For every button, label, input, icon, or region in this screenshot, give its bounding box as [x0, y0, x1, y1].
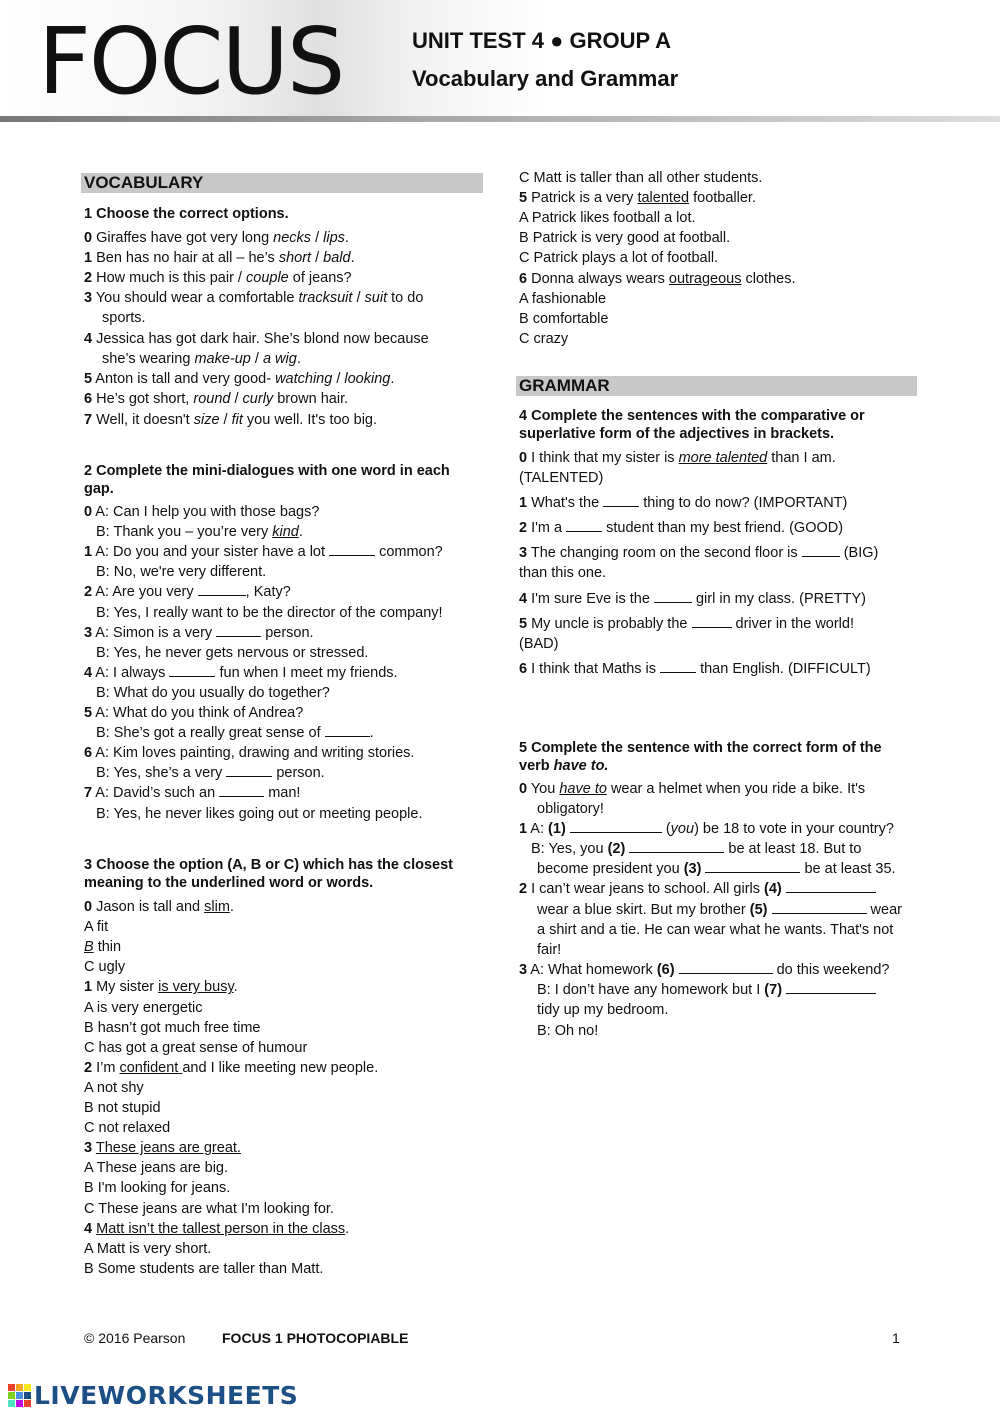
- ex2-line-5-b: B: She’s got a really great sense of .: [96, 725, 374, 742]
- ex4-item-5-cont: (BAD): [519, 636, 559, 652]
- ex5-q2-line2: wear a blue skirt. But my brother (5) wear: [537, 902, 902, 918]
- footer-copyright: © 2016 Pearson: [84, 1330, 186, 1346]
- gap-1[interactable]: [329, 543, 375, 556]
- ex3-option-4-c: C Matt is taller than all other students.: [519, 170, 763, 186]
- gap-4[interactable]: [786, 880, 876, 893]
- ex1-item-3: 3 You should wear a comfortable tracksuit / suit to do: [84, 290, 424, 306]
- ex2-line-0-a: 0 A: Can I help you with those bags?: [84, 504, 320, 520]
- gap-4[interactable]: [169, 664, 215, 677]
- page-number: 1: [892, 1330, 900, 1346]
- ex3-option-0-a: A fit: [84, 919, 109, 936]
- ex3-question-2: 2 I’m confident and I like meeting new people.: [84, 1059, 379, 1076]
- ex3-option-6-a: A fashionable: [519, 290, 607, 307]
- ex3-option-3-c: C These jeans are what I'm looking for.: [84, 1200, 334, 1217]
- ex3-question-1: 1 My sister is very busy.: [84, 979, 238, 996]
- ex1-item-4-cont: she’s wearing make-up / a wig.: [102, 351, 301, 367]
- ex5-q2-line4: fair!: [537, 942, 562, 958]
- ex5-q2-line1: 2 I can’t wear jeans to school. All girls (4): [519, 880, 876, 898]
- gap-3[interactable]: [705, 860, 800, 873]
- ex1-item-2: 2 How much is this pair / couple of jeans?: [84, 270, 352, 286]
- gap-2[interactable]: [198, 583, 246, 596]
- ex3-option-2-a: A not shy: [84, 1079, 144, 1096]
- header-rule: [0, 116, 1000, 122]
- gap-5[interactable]: [692, 615, 732, 628]
- ex4-item-5: 5 My uncle is probably the driver in the world!: [519, 616, 854, 632]
- ex2-line-0-b: B: Thank you – you’re very kind.: [96, 524, 303, 541]
- gap-6[interactable]: [679, 961, 773, 974]
- ex5-q2-line3: a shirt and a tie. He can wear what he wants. That's not: [537, 922, 894, 938]
- vocabulary-heading: VOCABULARY: [81, 173, 483, 193]
- gap-1[interactable]: [603, 494, 639, 507]
- ex2-line-6-b: B: Yes, she’s a very person.: [96, 765, 325, 782]
- ex3-option-0-b: B thin: [84, 939, 122, 956]
- ex1-item-7: 7 Well, it doesn't size / fit you well. It's too big.: [84, 412, 378, 428]
- ex3-question-0: 0 Jason is tall and slim.: [84, 899, 234, 915]
- ex2-line-6-a: 6 A: Kim loves painting, drawing and writing stories.: [84, 745, 415, 762]
- ex3-question-4: 4 Matt isn’t the tallest person in the class.: [84, 1220, 350, 1237]
- gap-5[interactable]: [325, 724, 370, 737]
- focus-logo: FOCUS: [38, 8, 344, 115]
- ex5-instruction: 5 Complete the sentence with the correct form of the: [519, 740, 882, 756]
- ex1-item-0: 0 Giraffes have got very long necks / lips.: [84, 230, 349, 246]
- ex2-line-3-a: 3 A: Simon is a very person.: [84, 624, 314, 641]
- ex4-instruction-cont: superlative form of the adjectives in brackets.: [519, 426, 835, 442]
- grammar-heading: GRAMMAR: [516, 376, 917, 396]
- page-title: UNIT TEST 4 ● GROUP A: [412, 28, 671, 53]
- ex3-question-5: 5 Patrick is a very talented footballer.: [519, 190, 756, 207]
- ex2-line-2-b: B: Yes, I really want to be the director of the company!: [96, 604, 443, 621]
- gap-1[interactable]: [570, 820, 662, 833]
- ex2-line-4-b: B: What do you usually do together?: [96, 684, 330, 701]
- liveworksheets-text: LIVEWORKSHEETS: [34, 1381, 299, 1410]
- ex5-q3-line3: tidy up my bedroom.: [537, 1002, 669, 1018]
- ex1-instruction: 1 Choose the correct options.: [84, 206, 289, 222]
- ex1-item-4: 4 Jessica has got dark hair. She’s blond now because: [84, 331, 429, 347]
- ex4-instruction: 4 Complete the sentences with the comparative or: [519, 408, 865, 424]
- ex4-item-3-cont: than this one.: [519, 565, 607, 581]
- ex5-example: 0 You have to wear a helmet when you ride a bike. It's: [519, 781, 866, 797]
- ex3-question-6: 6 Donna always wears outrageous clothes.: [519, 270, 796, 287]
- gap-7[interactable]: [786, 981, 876, 994]
- ex5-q3-line4: B: Oh no!: [537, 1023, 599, 1039]
- ex5-q1-line3: become president you (3) be at least 35.: [537, 861, 896, 877]
- ex2-line-7-a: 7 A: David’s such an man!: [84, 785, 301, 802]
- ex2-instruction: 2 Complete the mini-dialogues with one word in each: [84, 463, 450, 479]
- ex1-item-3-cont: sports.: [102, 310, 146, 326]
- ex3-option-5-a: A Patrick likes football a lot.: [519, 210, 696, 227]
- gap-3[interactable]: [216, 624, 261, 637]
- ex2-line-7-b: B: Yes, he never likes going out or meeting people.: [96, 805, 423, 822]
- ex3-option-0-c: C ugly: [84, 959, 126, 976]
- ex3-instruction-cont: meaning to the underlined word or words.: [84, 875, 374, 891]
- gap-6[interactable]: [660, 660, 696, 673]
- ex5-q1-line1: 1 A: (1) (you) be 18 to vote in your country?: [519, 821, 894, 837]
- ex4-item-4: 4 I'm sure Eve is the girl in my class. (PRETTY): [519, 591, 866, 607]
- gap-4[interactable]: [654, 590, 692, 603]
- ex2-instruction-cont: gap.: [84, 481, 114, 497]
- ex3-option-3-a: A These jeans are big.: [84, 1160, 229, 1177]
- gap-2[interactable]: [629, 840, 724, 853]
- page-subtitle: Vocabulary and Grammar: [412, 66, 679, 91]
- ex3-option-2-b: B not stupid: [84, 1100, 161, 1116]
- ex2-line-1-b: B: No, we're very different.: [96, 564, 267, 581]
- ex5-instruction-cont: verb have to.: [519, 758, 609, 774]
- ex2-line-4-a: 4 A: I always fun when I meet my friends.: [84, 664, 398, 681]
- ex4-item-3: 3 The changing room on the second floor is (BIG): [519, 545, 879, 561]
- ex4-item-1: 1 What's the thing to do now? (IMPORTANT): [519, 495, 848, 511]
- ex3-option-5-b: B Patrick is very good at football.: [519, 230, 731, 247]
- ex5-q1-line2: B: Yes, you (2) be at least 18. But to: [531, 841, 862, 857]
- ex4-item-2: 2 I'm a student than my best friend. (GOOD): [519, 520, 844, 536]
- gap-6[interactable]: [226, 764, 272, 777]
- ex4-example-cont: (TALENTED): [519, 470, 604, 486]
- ex4-item-6: 6 I think that Maths is than English. (DIFFICULT): [519, 661, 871, 677]
- ex1-item-6: 6 He’s got short, round / curly brown hair.: [84, 391, 349, 407]
- gap-7[interactable]: [219, 784, 264, 797]
- ex3-question-3: 3 These jeans are great.: [84, 1140, 241, 1157]
- ex3-option-3-b: B I'm looking for jeans.: [84, 1180, 231, 1197]
- ex2-line-3-b: B: Yes, he never gets nervous or stressed.: [96, 644, 369, 661]
- ex5-q3-line1: 3 A: What homework (6) do this weekend?: [519, 962, 890, 978]
- ex2-line-1-a: 1 A: Do you and your sister have a lot common?: [84, 544, 443, 561]
- ex4-example: 0 I think that my sister is more talented than I am.: [519, 450, 836, 466]
- ex3-option-2-c: C not relaxed: [84, 1120, 171, 1137]
- ex2-line-5-a: 5 A: What do you think of Andrea?: [84, 705, 304, 721]
- ex3-option-4-b: B Some students are taller than Matt.: [84, 1260, 324, 1277]
- ex5-example-cont: obligatory!: [537, 801, 604, 817]
- ex3-option-1-b: B hasn’t got much free time: [84, 1019, 261, 1036]
- ex1-item-1: 1 Ben has no hair at all – he’s short / bald.: [84, 250, 355, 266]
- gap-3[interactable]: [802, 544, 840, 557]
- liveworksheets-logo[interactable]: [8, 1381, 298, 1410]
- ex3-option-1-c: C has got a great sense of humour: [84, 1039, 308, 1056]
- gap-5[interactable]: [772, 901, 867, 914]
- ex3-option-6-b: B comfortable: [519, 310, 609, 327]
- ex3-option-6-c: C crazy: [519, 330, 569, 347]
- footer-photocopiable: FOCUS 1 PHOTOCOPIABLE: [222, 1330, 409, 1346]
- gap-2[interactable]: [566, 519, 602, 532]
- ex3-option-4-a: A Matt is very short.: [84, 1240, 212, 1257]
- ex2-line-2-a: 2 A: Are you very , Katy?: [84, 584, 291, 601]
- ex3-option-1-a: A is very energetic: [84, 999, 203, 1016]
- ex3-instruction: 3 Choose the option (A, B or C) which has the closest: [84, 857, 453, 873]
- ex5-q3-line2: B: I don’t have any homework but I (7): [537, 981, 876, 999]
- ex1-item-5: 5 Anton is tall and very good- watching / looking.: [84, 371, 395, 387]
- ex3-option-5-c: C Patrick plays a lot of football.: [519, 250, 719, 267]
- cube-icon: [8, 1384, 31, 1407]
